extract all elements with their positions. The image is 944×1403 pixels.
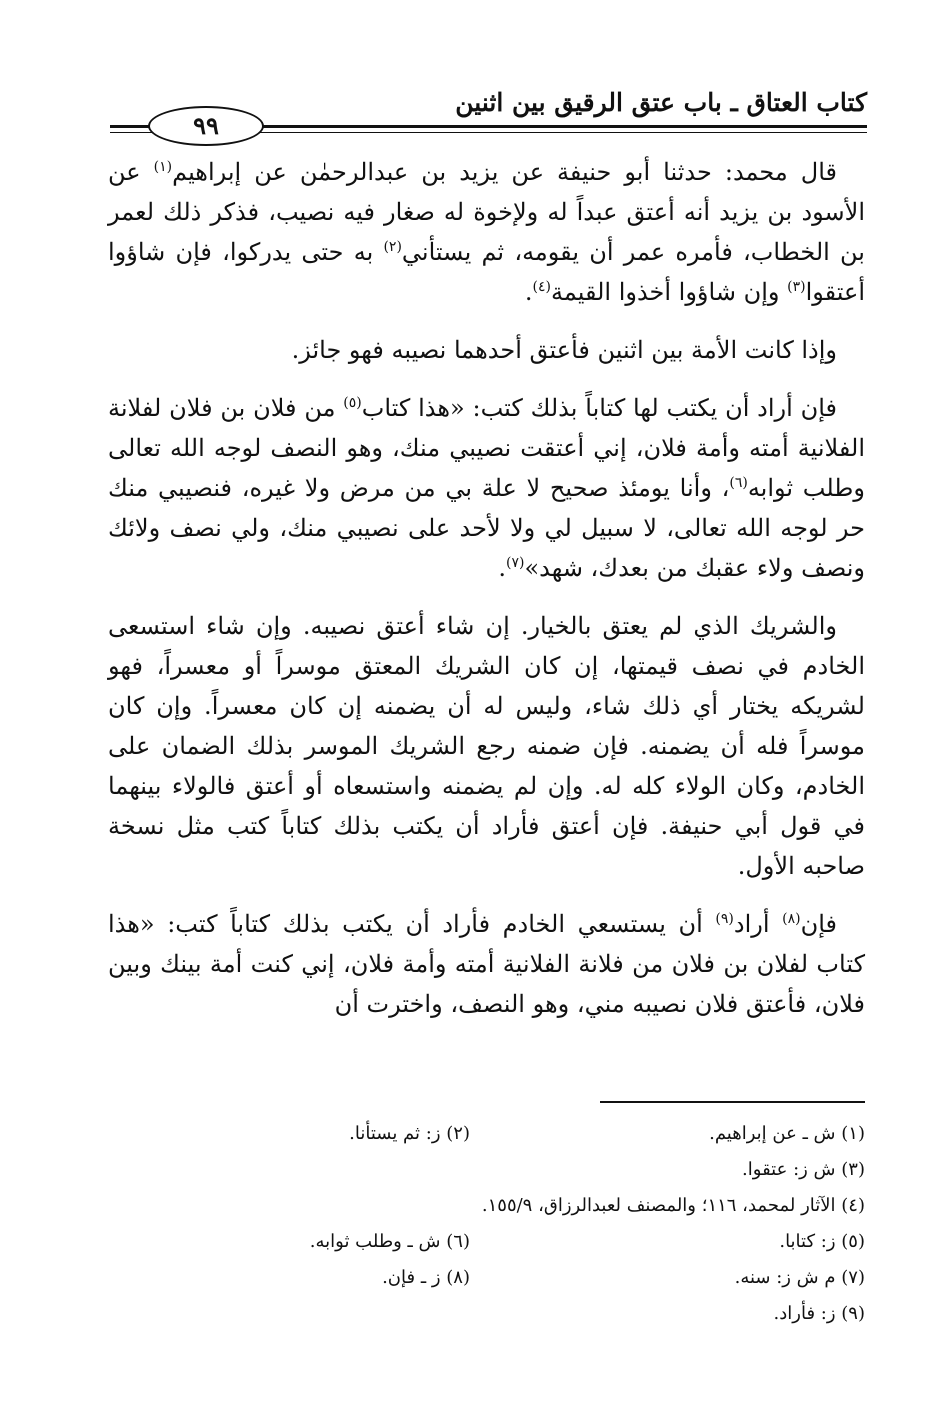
footnote-2: (٢) ز: ثم يستأنا. (349, 1123, 470, 1144)
text-run: من فلان بن فلان لفلانة الفلانية أمته وأمة فلان، إني أعتقت نصيبي منك، وهو النصف لوجه الله تعالى وطلب ثوابه (108, 394, 865, 502)
footnote-8: (٨) ز ـ فإن. (382, 1267, 470, 1288)
text-run: وإن شاؤوا أخذوا القيمة (550, 278, 788, 306)
footnote-marker: (١) (153, 159, 173, 175)
footnote-marker: (٨) (782, 911, 801, 927)
footnote-marker: (٢) (383, 239, 402, 255)
footnote-separator (600, 1101, 865, 1103)
footnote-6: (٦) ش ـ وطلب ثوابه. (309, 1231, 470, 1252)
text-run: قال محمد: حدثنا أبو حنيفة عن يزيد بن عبدالرحمٰن عن إبراهيم (172, 158, 838, 186)
footnote-9: (٩) ز: فأراد. (773, 1303, 865, 1324)
paragraph (108, 152, 865, 312)
footnote-1: (١) ش ـ عن إبراهيم. (709, 1123, 865, 1144)
text-run: ، وأنا يومئذ صحيح لا علة بي من مرض ولا غيره، فنصيبي منك حر لوجه الله تعالى، لا سبيل لي ولا لأحد على نصيبي منك، ولي نصف ولائك ونصف ولاء عقبك من بعدك، شهد» (108, 474, 865, 582)
text-run: فإن (800, 910, 837, 938)
text-run: فإن أراد أن يكتب لها كتاباً بذلك كتب: «هذا كتاب (361, 394, 838, 422)
footnote-marker: (٦) (729, 475, 748, 491)
paragraph (108, 330, 865, 370)
paragraph (108, 388, 865, 588)
text-run: أراد (733, 910, 783, 938)
text-run: وإذا كانت الأمة بين اثنين فأعتق أحدهما نصيبه فهو جائز. (291, 336, 837, 364)
page-header (110, 80, 867, 140)
text-run: أن يستسعي الخادم فأراد أن يكتب بذلك كتاباً كتب: «هذا كتاب لفلان بن فلان من فلانة الفلانية أمته وأمة فلان، إني كنت أمة بينك وبين فلان، فأعتق فلان نصيبه مني، وهو النصف، واخترت أن (108, 910, 865, 1018)
running-title: كتاب العتاق ـ باب عتق الرقيق بين اثنين (455, 88, 867, 117)
text-run: والشريك الذي لم يعتق بالخيار. إن شاء أعتق نصيبه. وإن شاء استسعى الخادم في نصف قيمتها، إن كان الشريك المعتق موسراً أو معسراً، فهو لشريكه يختار أي ذلك شاء، وليس له أن يضمنه إن كان معسراً. وإن كان موسراً فله أن يضمنه. فإن ضمنه رجع الشريك الموسر بذلك الضمان على الخادم، وكان الولاء كله له. وإن لم يضمنه واستسعاه أو أعتق فالولاء بينهما في قول أبي حنيفة. فإن أعتق فأراد أن يكتب بذلك كتاباً كتب مثل نسخة صاحبه الأول. (108, 612, 866, 880)
footnote-7: (٧) م ش ز: سنه. (734, 1267, 865, 1288)
footnote-marker: (٩) (715, 911, 734, 927)
paragraph (108, 606, 865, 886)
footnote-marker: (٥) (343, 395, 362, 411)
paragraph (108, 904, 865, 1024)
text-run: . (498, 554, 506, 582)
text-run: به حتى يدركوا، فإن شاؤوا أعتقوا (108, 238, 865, 306)
footnote-marker: (٧) (506, 555, 525, 571)
footnote-marker: (٤) (532, 279, 551, 295)
text-run: . (524, 278, 533, 306)
text-run: عن الأسود بن يزيد أنه أعتق عبداً له ولإخوة له صغار فيه نصيب، فذكر ذلك لعمر بن الخطاب، فأمره عمر أن يقومه، ثم يستأني (108, 158, 865, 266)
footnote-3: (٣) ش ز: عتقوا. (742, 1159, 865, 1180)
page-number: ٩٩ (148, 106, 264, 146)
footnote-marker: (٣) (787, 279, 806, 295)
main-text (108, 152, 865, 1042)
footnote-5: (٥) ز: كتابا. (779, 1231, 865, 1252)
footnote-4: (٤) الآثار لمحمد، ١١٦؛ والمصنف لعبدالرزاق، ١٥٥/٩. (481, 1195, 865, 1216)
footnotes (108, 1116, 865, 1332)
